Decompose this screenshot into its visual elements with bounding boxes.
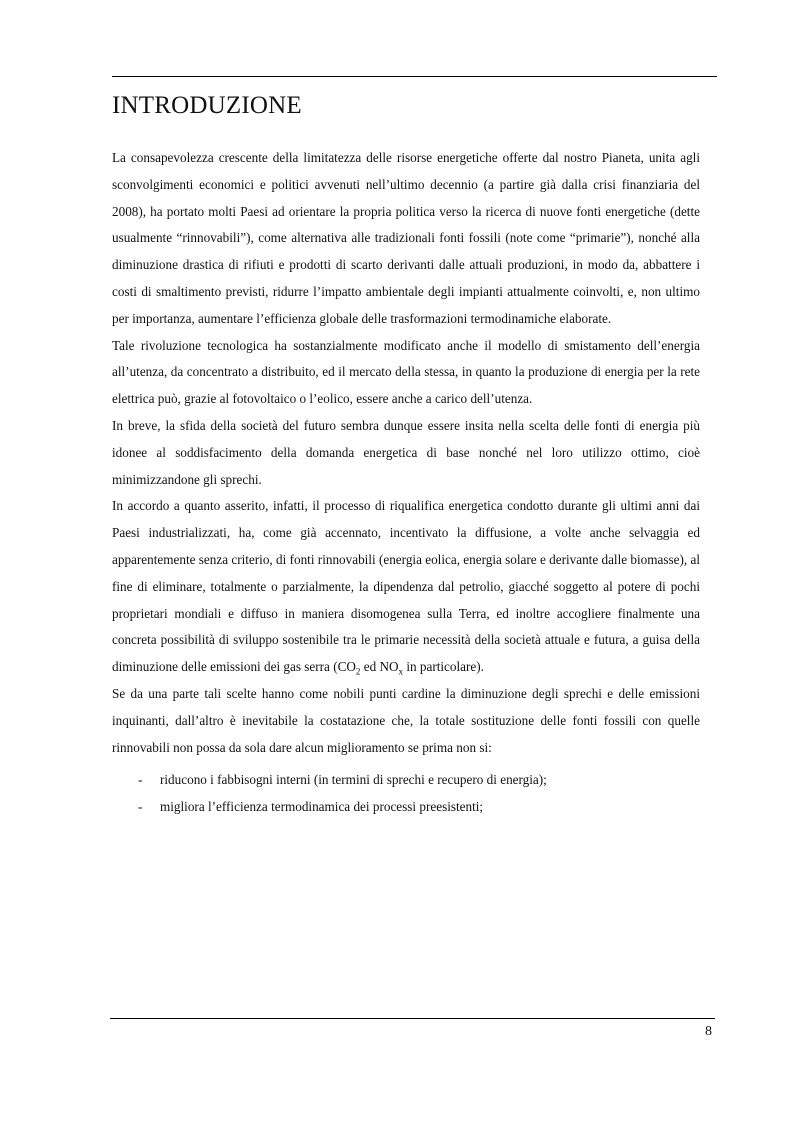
- header-rule: [112, 76, 717, 77]
- paragraph-1: La consapevolezza crescente della limitatezza delle risorse energetiche offerte dal nostro Pianeta, unita agli sconvolgimenti economici e politici avvenuti nell’ultimo decennio (a partire già dalla crisi finanziaria del 2008), ha portato molti Paesi ad orientare la propria politica verso la ricerca di nuove fonti energetiche (dette usualmente “rinnovabili”), come alternativa alle tradizionali fonti fossili (note come “primarie”), nonché alla diminuzione drastica di rifiuti e prodotti di scarto derivanti dalle attuali produzioni, in modo da, abbattere i costi di smaltimento previsti, ridurre l’impatto ambientale degli impianti attualmente coinvolti, e, non ultimo per importanza, aumentare l’efficienza globale delle trasformazioni termodinamiche elaborate.: [112, 150, 700, 326]
- body-text: [112, 145, 700, 821]
- list-item: [112, 767, 700, 794]
- paragraph-5: Se da una parte tali scelte hanno come nobili punti cardine la diminuzione degli sprechi e delle emissioni inquinanti, dall’altro è inevitabile la costatazione che, la totale sostituzione delle fonti fossili con quelle rinnovabili non possa da sola dare alcun miglioramento se prima non si:: [112, 685, 700, 755]
- list-item: [112, 794, 700, 821]
- co2-subscript: 2: [355, 666, 361, 677]
- paragraph-4-end: in particolare).: [403, 659, 484, 675]
- footer-rule: [110, 1018, 715, 1019]
- list-item-text: migliora l’efficienza termodinamica dei processi preesistenti;: [160, 799, 484, 815]
- paragraph-4-text: In accordo a quanto asserito, infatti, il processo di riqualifica energetica condotto durante gli ultimi anni dai Paesi industrializzati, ha, come già accennato, incentivato la diffusione, a volte anche selvaggia ed apparentemente senza criterio, di fonti rinnovabili (energia eolica, energia solare e derivante dalle biomasse), al fine di eliminare, totalmente o parzialmente, la dipendenza dal petrolio, giacché soggetto al potere di pochi proprietari mondiali e diffuso in maniera disomogenea sulla Terra, ed inoltre accogliere finalmente una concreta possibilità di sviluppo sostenibile tra le primarie necessità della società attuale e futura, a guisa della diminuzione delle emissioni dei gas serra (CO: [112, 498, 700, 675]
- page-title: INTRODUZIONE: [112, 92, 302, 119]
- paragraph-4-between: ed NO: [360, 659, 399, 675]
- paragraph-2: Tale rivoluzione tecnologica ha sostanzialmente modificato anche il modello di smistamento dell’energia all’utenza, da concentrato a distribuito, ed il mercato della stessa, in quanto la produzione di energia per la rete elettrica può, grazie al fotovoltaico o l’eolico, essere anche a carico dell’utenza.: [112, 337, 700, 407]
- bullet-marker: -: [138, 799, 143, 815]
- bullet-list: [112, 767, 700, 821]
- page-number: 8: [705, 1024, 712, 1039]
- nox-subscript: x: [398, 666, 404, 677]
- paragraph-3: In breve, la sfida della società del futuro sembra dunque essere insita nella scelta delle fonti di energia più idonee al soddisfacimento della domanda energetica di base nonché nel loro utilizzo ottimo, cioè minimizzandone gli sprechi.: [112, 417, 700, 487]
- list-item-text: riducono i fabbisogni interni (in termini di sprechi e recupero di energia);: [160, 772, 547, 788]
- paragraph-4: [112, 493, 700, 681]
- bullet-marker: -: [138, 772, 143, 788]
